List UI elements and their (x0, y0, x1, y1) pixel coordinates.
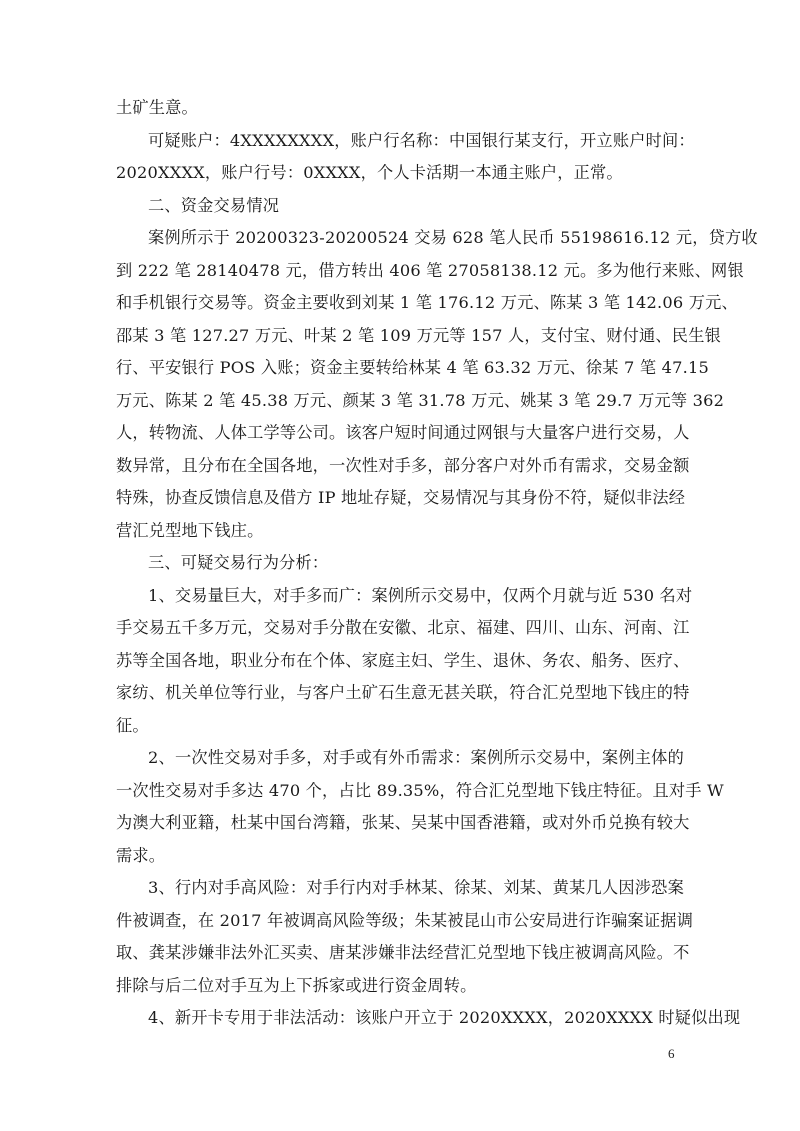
text-line: 三、可疑交易行为分析： (148, 553, 329, 572)
text-line: 行、平安银行 POS 入账；资金主要转给林某 4 笔 63.32 万元、徐某 7 笔 47.15 (116, 358, 709, 377)
text-line: 2020XXXX，账户行号：0XXXX，个人卡活期一本通主账户，正常。 (116, 163, 623, 182)
text-line: 到 222 笔 28140478 元，借方转出 406 笔 27058138.12 元。多为他行来账、网银 (116, 260, 744, 280)
text-line: 一次性交易对手多达 470 个，占比 89.35%，符合汇兑型地下钱庄特征。且对手 W (116, 780, 724, 800)
text-line: 邵某 3 笔 127.27 万元、叶某 2 笔 109 万元等 157 人，支付宝、财付通、民生银 (116, 325, 721, 345)
text-line: 手交易五千多万元，交易对手分散在安徽、北京、福建、四川、山东、河南、江 (116, 618, 690, 637)
text-line: 需求。 (116, 845, 166, 865)
text-line: 家纺、机关单位等行业，与客户土矿石生意无甚关联，符合汇兑型地下钱庄的特 (116, 683, 690, 702)
text-line: 2、一次性交易对手多，对手或有外币需求：案例所示交易中，案例主体的 (148, 748, 684, 767)
text-line: 征。 (116, 715, 149, 735)
text-line: 人，转物流、人体工学等公司。该客户短时间通过网银与大量客户进行交易，人 (116, 423, 690, 442)
text-line: 和手机银行交易等。资金主要收到刘某 1 笔 176.12 万元、陈某 3 笔 142.06 万元、 (116, 293, 738, 312)
text-line: 数异常，且分布在全国各地，一次性对手多，部分客户对外币有需求，交易金额 (116, 455, 690, 475)
page-number: 6 (668, 1046, 675, 1061)
text-line: 特殊，协查反馈信息及借方 IP 地址存疑，交易情况与其身份不符，疑似非法经 (116, 488, 686, 507)
text-line: 苏等全国各地，职业分布在个体、家庭主妇、学生、退休、务农、船务、医疗、 (116, 650, 690, 670)
text-line: 营汇兑型地下钱庄。 (116, 520, 264, 540)
text-line: 案例所示于 20200323-20200524 交易 628 笔人民币 55198616.12 元，贷方收 (148, 228, 758, 247)
text-line: 可疑账户：4XXXXXXXX，账户行名称：中国银行某支行，开立账户时间： (148, 130, 695, 150)
text-line: 为澳大利亚籍，杜某中国台湾籍，张某、吴某中国香港籍，或对外币兑换有较大 (116, 813, 690, 832)
text-line: 土矿生意。 (116, 98, 198, 117)
text-line: 取、龚某涉嫌非法外汇买卖、唐某涉嫌非法经营汇兑型地下钱庄被调高风险。不 (116, 943, 690, 962)
text-line: 1、交易量巨大，对手多而广：案例所示交易中，仅两个月就与近 530 名对 (148, 585, 693, 605)
document-body (116, 92, 758, 1035)
text-line: 4、新开卡专用于非法活动：该账户开立于 2020XXXX，2020XXXX 时疑似出现 (148, 1008, 741, 1027)
text-line: 排除与后二位对手互为上下拆家或进行资金周转。 (116, 975, 477, 995)
text-line: 二、资金交易情况 (148, 195, 280, 215)
text-line: 万元、陈某 2 笔 45.38 万元、颜某 3 笔 31.78 万元、姚某 3 笔 29.7 万元等 362 (116, 390, 725, 410)
text-line: 件被调查，在 2017 年被调高风险等级；朱某被昆山市公安局进行诈骗案证据调 (116, 910, 694, 930)
text-line: 3、行内对手高风险：对手行内对手林某、徐某、刘某、黄某几人因涉恐案 (148, 878, 684, 897)
